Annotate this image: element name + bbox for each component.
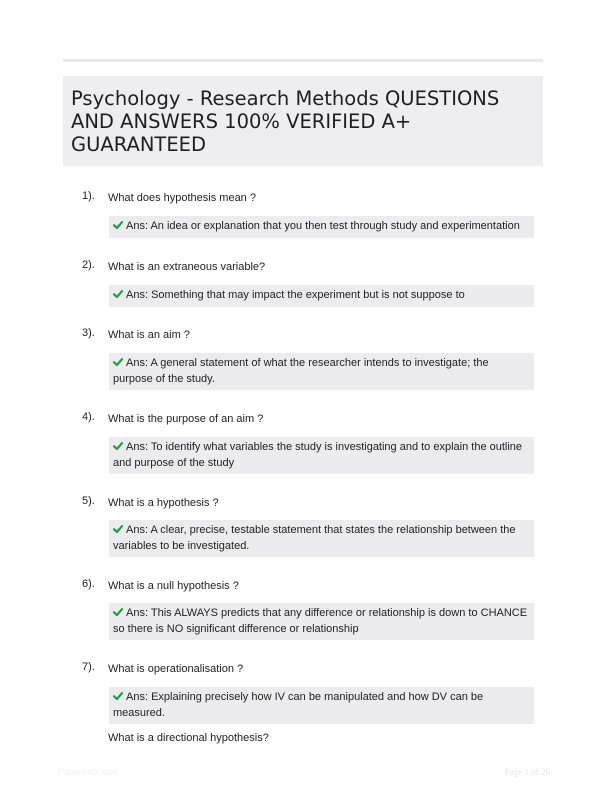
question-text: What is a null hypothesis ? <box>108 580 239 592</box>
question-number: 6). <box>82 578 95 590</box>
page-number: Page 1 of 26 <box>504 767 550 777</box>
question-text: What is a hypothesis ? <box>108 497 219 509</box>
answer-text: Ans: To identify what variables the study is investigating and to explain the outline and purpose of the study <box>113 441 523 469</box>
answer-text: Ans: Something that may impact the experiment but is not suppose to <box>126 289 465 301</box>
question-number: 7). <box>82 661 95 673</box>
question-text: What does hypothesis mean ? <box>108 192 256 204</box>
check-icon <box>113 524 123 534</box>
answer-text: Ans: Explaining precisely how IV can be manipulated and how DV can be measured. <box>113 691 484 719</box>
answer-box <box>109 687 534 724</box>
question-text-trailing: What is a directional hypothesis? <box>108 732 269 744</box>
answer-box <box>109 216 534 238</box>
check-icon <box>113 357 123 367</box>
answer-text: Ans: This ALWAYS predicts that any difference or relationship is down to CHANCE so there is NO significant difference or relationship <box>113 607 528 635</box>
answer-box <box>109 353 534 390</box>
document-title: Psychology - Research Methods QUESTIONS AND ANSWERS 100% VERIFIED A+ GUARANTEED <box>71 87 500 156</box>
check-icon <box>113 289 123 299</box>
footer-watermark: PaperBlitz.com <box>58 767 119 777</box>
answer-text: Ans: A clear, precise, testable statement that states the relationship between the variables to be investigated. <box>113 524 516 552</box>
check-icon <box>113 441 123 451</box>
answer-text: Ans: A general statement of what the researcher intends to investigate; the purpose of the study. <box>113 357 489 385</box>
answer-box <box>109 437 534 474</box>
answer-box <box>109 520 534 557</box>
question-number: 2). <box>82 259 95 271</box>
question-text: What is an extraneous variable? <box>108 261 266 273</box>
question-text: What is an aim ? <box>108 329 190 341</box>
answer-box <box>109 603 534 640</box>
answer-text: Ans: An idea or explanation that you then test through study and experimentation <box>126 220 520 232</box>
question-number: 3). <box>82 327 95 339</box>
question-number: 4). <box>82 411 95 423</box>
check-icon <box>113 691 123 701</box>
check-icon <box>113 607 123 617</box>
check-icon <box>113 220 123 230</box>
answer-box <box>109 285 534 307</box>
question-number: 5). <box>82 495 95 507</box>
question-text: What is operationalisation ? <box>108 663 244 675</box>
question-number: 1). <box>82 190 95 202</box>
question-text: What is the purpose of an aim ? <box>108 413 264 425</box>
